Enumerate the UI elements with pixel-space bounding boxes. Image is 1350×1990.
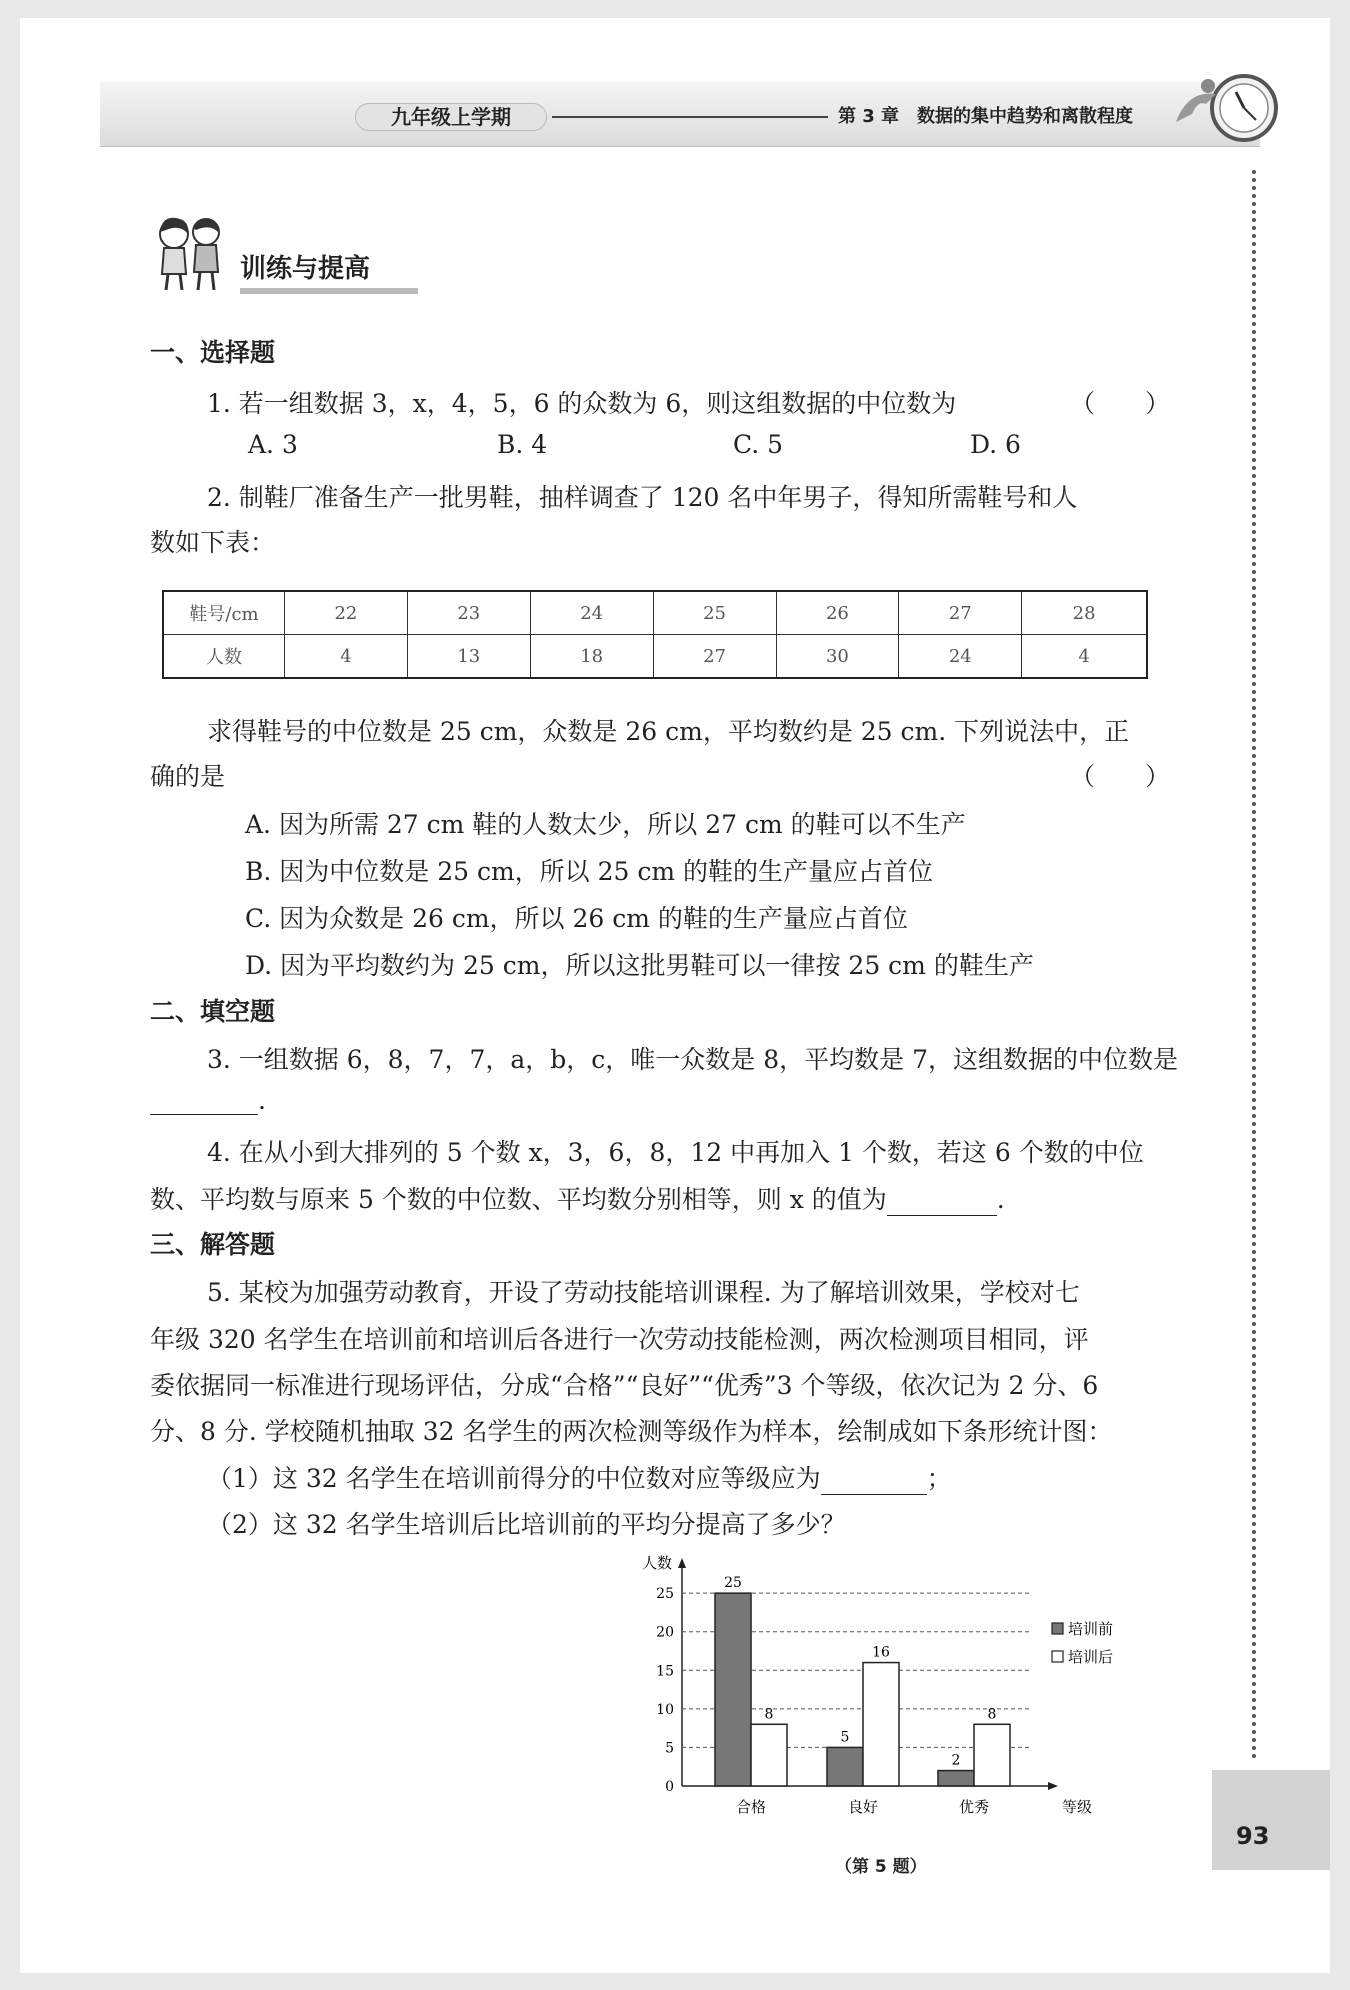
grade-label: 九年级上学期 [355, 103, 547, 131]
dotted-margin [1252, 170, 1256, 1760]
bar-after [751, 1724, 787, 1786]
y-tick-label: 20 [656, 1624, 674, 1641]
table-cell: 30 [776, 635, 899, 679]
part2-title: 二、填空题 [150, 997, 276, 1026]
q1-option-b: B. 4 [497, 430, 548, 459]
q3-text: 3. 一组数据 6，8，7，7，a，b，c，唯一众数是 8，平均数是 7，这组数据的中位数是 [207, 1045, 1178, 1074]
bar-chart [620, 1550, 1140, 1870]
table-cell: 23 [407, 591, 530, 635]
data-label: 25 [724, 1575, 742, 1592]
table-row-header: 人数 [163, 635, 285, 679]
page-tab [1212, 1770, 1330, 1870]
q2-bracket: （ ） [1070, 762, 1171, 791]
y-tick-label: 0 [665, 1779, 674, 1795]
x-tick-label: 良好 [847, 1798, 879, 1816]
q5-sub1-row: （1）这 32 名学生在培训前得分的中位数对应等级应为 ； [207, 1464, 952, 1493]
q5-line2: 年级 320 名学生在培训前和培训后各进行一次劳动技能检测，两次检测项目相同，评 [150, 1325, 1089, 1354]
q2-option-d: D. 因为平均数约为 25 cm，所以这批男鞋可以一律按 25 cm 的鞋生产 [245, 951, 1034, 980]
q4-text-line2: 数、平均数与原来 5 个数的中位数、平均数分别相等，则 x 的值为 [150, 1185, 887, 1214]
bar-after [974, 1724, 1010, 1786]
table-row-header: 鞋号/cm [163, 591, 285, 635]
q1-option-d: D. 6 [970, 430, 1021, 459]
q2-after-line2: 确的是 [150, 762, 226, 791]
bar-before [938, 1771, 974, 1786]
q1-option-a: A. 3 [248, 430, 298, 459]
table-cell: 27 [653, 635, 776, 679]
table-cell: 27 [899, 591, 1022, 635]
part1-title: 一、选择题 [150, 338, 276, 367]
q5-line3: 委依据同一标准进行现场评估，分成“合格”“良好”“优秀”3 个等级，依次记为 2 分、6 [150, 1371, 1099, 1400]
legend-label: 培训前 [1068, 1620, 1114, 1638]
y-tick-label: 25 [656, 1586, 674, 1603]
q2-text-line1: 2. 制鞋厂准备生产一批男鞋，抽样调查了 120 名中年男子，得知所需鞋号和人 [207, 483, 1078, 512]
q2-after-line1: 求得鞋号的中位数是 25 cm，众数是 26 cm，平均数约是 25 cm. 下列说法中，正 [207, 717, 1130, 746]
q1-text: 1. 若一组数据 3，x，4，5，6 的众数为 6，则这组数据的中位数为 [207, 389, 957, 418]
q4-text-line1: 4. 在从小到大排列的 5 个数 x，3，6，8，12 中再加入 1 个数，若这 6 个数的中位 [207, 1138, 1144, 1167]
data-label: 8 [987, 1706, 997, 1723]
table-cell: 4 [285, 635, 408, 679]
table-cell: 22 [285, 591, 408, 635]
table-cell: 25 [653, 591, 776, 635]
table-cell: 24 [899, 635, 1022, 679]
page-number: 93 [1236, 1822, 1270, 1850]
q5-line4: 分、8 分. 学校随机抽取 32 名学生的两次检测等级作为样本，绘制成如下条形统计图： [150, 1417, 1113, 1446]
header-divider [552, 116, 828, 118]
part3-title: 三、解答题 [150, 1230, 276, 1259]
data-label: 8 [764, 1706, 774, 1723]
y-tick-label: 15 [656, 1663, 674, 1680]
bar-before [715, 1593, 751, 1786]
table-cell: 26 [776, 591, 899, 635]
shoe-size-table [162, 590, 1148, 679]
q2-option-a: A. 因为所需 27 cm 鞋的人数太少，所以 27 cm 的鞋可以不生产 [245, 810, 966, 839]
answer-blank[interactable] [150, 1088, 258, 1115]
data-label: 16 [872, 1644, 890, 1661]
q2-text-line2: 数如下表： [150, 528, 276, 557]
legend-swatch [1052, 1623, 1063, 1634]
table-cell: 28 [1022, 591, 1147, 635]
legend-swatch [1052, 1651, 1063, 1662]
compass-runner-icon [1158, 70, 1288, 150]
bar-before [827, 1747, 863, 1786]
q4-text-line2-row: 数、平均数与原来 5 个数的中位数、平均数分别相等，则 x 的值为 . [150, 1185, 1005, 1214]
bar-after [863, 1663, 899, 1786]
chapter-title: 第 3 章 数据的集中趋势和离散程度 [838, 106, 1134, 127]
x-axis-label: 等级 [1062, 1798, 1093, 1816]
q1-bracket: （ ） [1070, 389, 1171, 418]
q1-option-c: C. 5 [733, 430, 784, 459]
table-row [163, 635, 1147, 679]
y-tick-label: 10 [656, 1701, 674, 1718]
y-axis-label: 人数 [642, 1554, 673, 1572]
answer-blank[interactable] [821, 1468, 927, 1495]
x-tick-label: 优秀 [958, 1798, 990, 1816]
table-cell: 4 [1022, 635, 1147, 679]
section-title: 训练与提高 [240, 254, 371, 284]
legend-label: 培训后 [1068, 1648, 1114, 1666]
q3-blank-line: . [150, 1086, 266, 1115]
q5-sub2: （2）这 32 名学生培训后比培训前的平均分提高了多少？ [207, 1510, 846, 1539]
table-cell: 13 [407, 635, 530, 679]
data-label: 2 [951, 1752, 961, 1769]
chart-caption: （第 5 题） [835, 1857, 927, 1877]
q2-option-b: B. 因为中位数是 25 cm，所以 25 cm 的鞋的生产量应占首位 [245, 857, 934, 886]
q5-line1: 5. 某校为加强劳动教育，开设了劳动技能培训课程. 为了解培训效果，学校对七 [207, 1278, 1080, 1307]
answer-blank[interactable] [887, 1189, 997, 1216]
y-tick-label: 5 [665, 1740, 674, 1757]
table-row [163, 591, 1147, 635]
y-axis-arrow [678, 1558, 686, 1568]
x-tick-label: 合格 [735, 1798, 767, 1816]
x-axis-arrow [1048, 1782, 1058, 1790]
table-cell: 18 [530, 635, 653, 679]
table-cell: 24 [530, 591, 653, 635]
q5-sub1: （1）这 32 名学生在培训前得分的中位数对应等级应为 [207, 1464, 821, 1493]
section-underline [240, 288, 418, 294]
kids-illustration-icon [150, 212, 230, 294]
data-label: 5 [840, 1729, 850, 1746]
q2-option-c: C. 因为众数是 26 cm，所以 26 cm 的鞋的生产量应占首位 [245, 904, 908, 933]
